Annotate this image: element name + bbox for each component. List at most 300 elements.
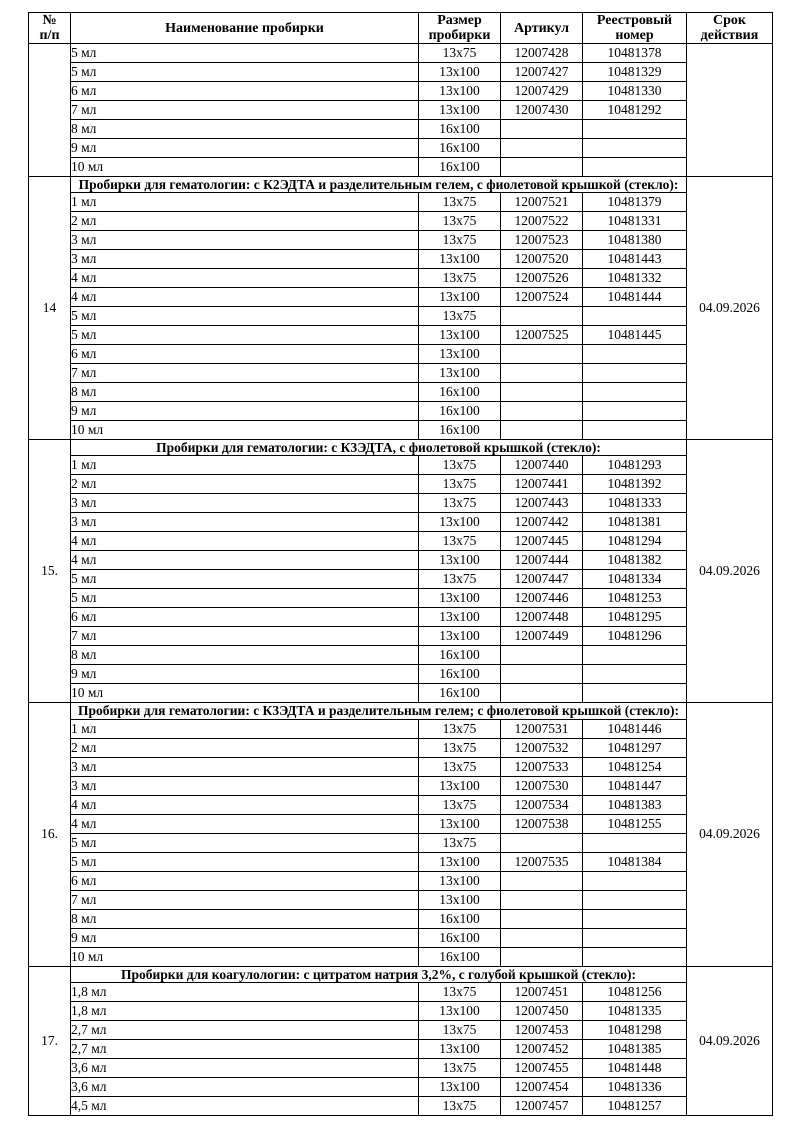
cell-tube-size: 13x100 (419, 288, 501, 307)
cell-registry-number: 10481382 (583, 551, 687, 570)
cell-tube-name: 9 мл (71, 402, 419, 421)
group-title: Пробирки для гематологии: с К3ЭДТА, с фиолетовой крышкой (стекло): (71, 440, 687, 456)
cell-registry-number (583, 684, 687, 703)
cell-registry-number (583, 421, 687, 440)
table-row (29, 738, 773, 757)
cell-tube-name: 3 мл (71, 776, 419, 795)
cell-tube-name: 4 мл (71, 551, 419, 570)
cell-article (501, 158, 583, 177)
cell-registry-number: 10481332 (583, 269, 687, 288)
cell-tube-name: 4 мл (71, 288, 419, 307)
cell-tube-size: 13x100 (419, 101, 501, 120)
cell-registry-number: 10481447 (583, 776, 687, 795)
cell-registry-number: 10481380 (583, 231, 687, 250)
cell-article: 12007530 (501, 776, 583, 795)
cell-tube-size: 16x100 (419, 665, 501, 684)
cell-registry-number: 10481294 (583, 532, 687, 551)
cell-tube-name: 3 мл (71, 494, 419, 513)
table-row (29, 139, 773, 158)
cell-article (501, 307, 583, 326)
cell-tube-size: 16x100 (419, 158, 501, 177)
cell-article (501, 646, 583, 665)
table-row (29, 158, 773, 177)
cell-article: 12007441 (501, 475, 583, 494)
cell-tube-size: 13x100 (419, 82, 501, 101)
cell-registry-number: 10481392 (583, 475, 687, 494)
cell-tube-size: 13x75 (419, 494, 501, 513)
cell-registry-number: 10481448 (583, 1058, 687, 1077)
cell-registry-number (583, 120, 687, 139)
table-row (29, 909, 773, 928)
table-row (29, 795, 773, 814)
cell-tube-size: 13x100 (419, 627, 501, 646)
cell-tube-size: 13x75 (419, 44, 501, 63)
cell-article: 12007448 (501, 608, 583, 627)
cell-registry-number: 10481383 (583, 795, 687, 814)
table-row (29, 82, 773, 101)
table-header (29, 13, 773, 44)
group-header-row (29, 703, 773, 719)
cell-article: 12007445 (501, 532, 583, 551)
cell-article: 12007451 (501, 982, 583, 1001)
table-row (29, 982, 773, 1001)
cell-registry-number: 10481253 (583, 589, 687, 608)
cell-article: 12007452 (501, 1039, 583, 1058)
cell-tube-name: 5 мл (71, 307, 419, 326)
cell-tube-name: 1 мл (71, 193, 419, 212)
cell-registry-number (583, 928, 687, 947)
column-header-size (419, 13, 501, 44)
tube-registry-table (28, 12, 773, 1116)
table-row (29, 44, 773, 63)
table-row (29, 871, 773, 890)
cell-article (501, 345, 583, 364)
cell-article: 12007428 (501, 44, 583, 63)
cell-article: 12007457 (501, 1096, 583, 1115)
header-line-2: действия (700, 28, 759, 44)
cell-tube-size: 13x75 (419, 1058, 501, 1077)
table-row (29, 421, 773, 440)
header-line-1: Размер (437, 13, 482, 28)
cell-tube-size: 13x100 (419, 871, 501, 890)
cell-article (501, 871, 583, 890)
cell-registry-number (583, 383, 687, 402)
table-row (29, 719, 773, 738)
table-row (29, 947, 773, 966)
table-row (29, 608, 773, 627)
cell-article (501, 833, 583, 852)
cell-tube-size: 13x75 (419, 269, 501, 288)
table-row (29, 532, 773, 551)
cell-tube-name: 1,8 мл (71, 1001, 419, 1020)
table-row (29, 364, 773, 383)
cell-tube-size: 13x100 (419, 250, 501, 269)
column-header-validity (687, 13, 773, 44)
cell-tube-name: 5 мл (71, 852, 419, 871)
cell-tube-name: 5 мл (71, 589, 419, 608)
table-row (29, 1077, 773, 1096)
cell-article: 12007444 (501, 551, 583, 570)
table-row (29, 833, 773, 852)
cell-registry-number: 10481329 (583, 63, 687, 82)
table-row (29, 475, 773, 494)
cell-tube-name: 5 мл (71, 63, 419, 82)
cell-tube-size: 13x100 (419, 814, 501, 833)
cell-article (501, 947, 583, 966)
group-number: 15. (29, 440, 71, 703)
table-row (29, 684, 773, 703)
cell-tube-name: 3 мл (71, 231, 419, 250)
column-header-article: Артикул (501, 13, 583, 44)
cell-tube-size: 16x100 (419, 421, 501, 440)
cell-tube-size: 13x100 (419, 364, 501, 383)
table-row (29, 646, 773, 665)
cell-article: 12007453 (501, 1020, 583, 1039)
group-title: Пробирки для коагулологии: с цитратом натрия 3,2%, с голубой крышкой (стекло): (71, 966, 687, 982)
group-number: 17. (29, 966, 71, 1115)
table-row (29, 570, 773, 589)
group-header-row (29, 440, 773, 456)
cell-registry-number: 10481385 (583, 1039, 687, 1058)
cell-article: 12007531 (501, 719, 583, 738)
cell-tube-size: 13x75 (419, 307, 501, 326)
cell-article: 12007520 (501, 250, 583, 269)
table-row (29, 757, 773, 776)
table-row (29, 551, 773, 570)
group-number: 16. (29, 703, 71, 966)
cell-tube-size: 13x75 (419, 532, 501, 551)
cell-article (501, 139, 583, 158)
column-header-name: Наименование пробирки (71, 13, 419, 44)
cell-tube-size: 13x75 (419, 982, 501, 1001)
table-row (29, 269, 773, 288)
cell-registry-number: 10481334 (583, 570, 687, 589)
column-header-registry-number (583, 13, 687, 44)
cell-registry-number: 10481296 (583, 627, 687, 646)
cell-tube-name: 2 мл (71, 212, 419, 231)
cell-registry-number (583, 833, 687, 852)
cell-registry-number (583, 871, 687, 890)
cell-tube-name: 6 мл (71, 608, 419, 627)
table-row (29, 513, 773, 532)
cell-tube-size: 13x100 (419, 776, 501, 795)
table-row (29, 494, 773, 513)
table-row (29, 776, 773, 795)
cell-tube-size: 13x75 (419, 475, 501, 494)
validity-date: 04.09.2026 (687, 703, 773, 966)
cell-tube-size: 13x75 (419, 757, 501, 776)
cell-registry-number: 10481446 (583, 719, 687, 738)
cell-tube-size: 13x100 (419, 326, 501, 345)
group-title: Пробирки для гематологии: с К2ЭДТА и разделительным гелем, с фиолетовой крышкой (стекло): (71, 177, 687, 193)
cell-tube-name: 2 мл (71, 475, 419, 494)
cell-article: 12007449 (501, 627, 583, 646)
cell-article: 12007533 (501, 757, 583, 776)
cell-article: 12007524 (501, 288, 583, 307)
cell-registry-number (583, 158, 687, 177)
header-line-2: номер (615, 28, 654, 44)
cell-tube-name: 10 мл (71, 421, 419, 440)
cell-registry-number (583, 402, 687, 421)
cell-article: 12007538 (501, 814, 583, 833)
cell-tube-name: 3 мл (71, 513, 419, 532)
cell-tube-name: 3,6 мл (71, 1058, 419, 1077)
cell-tube-name: 8 мл (71, 383, 419, 402)
cell-registry-number (583, 890, 687, 909)
cell-article (501, 890, 583, 909)
cell-tube-name: 1 мл (71, 719, 419, 738)
cell-article: 12007447 (501, 570, 583, 589)
cell-tube-size: 13x75 (419, 231, 501, 250)
cell-tube-name: 4 мл (71, 532, 419, 551)
cell-tube-size: 13x75 (419, 193, 501, 212)
cell-tube-size: 13x100 (419, 608, 501, 627)
cell-article (501, 383, 583, 402)
cell-article: 12007535 (501, 852, 583, 871)
cell-tube-name: 10 мл (71, 158, 419, 177)
cell-tube-name: 3 мл (71, 757, 419, 776)
column-header-number (29, 13, 71, 44)
cell-tube-size: 16x100 (419, 947, 501, 966)
cell-tube-name: 10 мл (71, 684, 419, 703)
cell-tube-name: 2,7 мл (71, 1039, 419, 1058)
cell-tube-size: 16x100 (419, 383, 501, 402)
cell-tube-name: 9 мл (71, 665, 419, 684)
cell-tube-name: 4 мл (71, 814, 419, 833)
cell-registry-number: 10481297 (583, 738, 687, 757)
cell-article (501, 928, 583, 947)
cell-tube-name: 7 мл (71, 101, 419, 120)
cell-article: 12007427 (501, 63, 583, 82)
cell-registry-number: 10481254 (583, 757, 687, 776)
validity-date (687, 44, 773, 177)
cell-tube-size: 16x100 (419, 684, 501, 703)
cell-article: 12007526 (501, 269, 583, 288)
cell-registry-number: 10481444 (583, 288, 687, 307)
table-row (29, 101, 773, 120)
cell-registry-number: 10481378 (583, 44, 687, 63)
table-row (29, 193, 773, 212)
group-header-row (29, 177, 773, 193)
cell-registry-number: 10481295 (583, 608, 687, 627)
table-body (29, 44, 773, 1115)
header-line-1: № (42, 13, 57, 28)
table-row (29, 326, 773, 345)
header-line-2: пробирки (428, 28, 491, 44)
cell-registry-number: 10481443 (583, 250, 687, 269)
validity-date: 04.09.2026 (687, 177, 773, 440)
table-row (29, 1039, 773, 1058)
header-line-1: Реестровый (596, 13, 673, 28)
cell-article: 12007455 (501, 1058, 583, 1077)
group-number: 14 (29, 177, 71, 440)
cell-tube-size: 13x75 (419, 456, 501, 475)
cell-registry-number: 10481384 (583, 852, 687, 871)
cell-article (501, 421, 583, 440)
cell-tube-name: 1,8 мл (71, 982, 419, 1001)
cell-tube-name: 7 мл (71, 364, 419, 383)
cell-registry-number: 10481335 (583, 1001, 687, 1020)
cell-tube-size: 13x75 (419, 719, 501, 738)
cell-article (501, 120, 583, 139)
cell-tube-name: 3 мл (71, 250, 419, 269)
cell-tube-size: 13x100 (419, 589, 501, 608)
cell-tube-name: 6 мл (71, 82, 419, 101)
cell-registry-number: 10481256 (583, 982, 687, 1001)
cell-tube-name: 8 мл (71, 120, 419, 139)
cell-article: 12007525 (501, 326, 583, 345)
table-row (29, 928, 773, 947)
cell-tube-name: 8 мл (71, 646, 419, 665)
cell-tube-size: 13x100 (419, 513, 501, 532)
cell-registry-number (583, 665, 687, 684)
group-number (29, 44, 71, 177)
cell-article: 12007430 (501, 101, 583, 120)
table-row (29, 665, 773, 684)
cell-tube-name: 2,7 мл (71, 1020, 419, 1039)
cell-registry-number: 10481333 (583, 494, 687, 513)
cell-tube-size: 13x75 (419, 1020, 501, 1039)
cell-tube-name: 4 мл (71, 795, 419, 814)
cell-registry-number (583, 646, 687, 665)
cell-tube-name: 7 мл (71, 890, 419, 909)
table-header-row (29, 13, 773, 44)
group-header-row (29, 966, 773, 982)
table-row (29, 63, 773, 82)
cell-article (501, 909, 583, 928)
cell-tube-size: 13x100 (419, 852, 501, 871)
cell-tube-name: 5 мл (71, 326, 419, 345)
cell-tube-name: 6 мл (71, 345, 419, 364)
group-title: Пробирки для гематологии: с К3ЭДТА и разделительным гелем; с фиолетовой крышкой (стекло): (71, 703, 687, 719)
cell-tube-size: 13x100 (419, 1039, 501, 1058)
cell-tube-name: 5 мл (71, 833, 419, 852)
cell-tube-size: 13x75 (419, 833, 501, 852)
table-row (29, 456, 773, 475)
cell-article: 12007454 (501, 1077, 583, 1096)
cell-tube-name: 4,5 мл (71, 1096, 419, 1115)
cell-registry-number (583, 139, 687, 158)
cell-registry-number (583, 947, 687, 966)
table-row (29, 627, 773, 646)
cell-tube-size: 13x75 (419, 570, 501, 589)
cell-tube-size: 13x100 (419, 63, 501, 82)
header-line-2: п/п (39, 28, 60, 44)
table-row (29, 814, 773, 833)
cell-tube-size: 16x100 (419, 928, 501, 947)
cell-tube-name: 5 мл (71, 570, 419, 589)
cell-tube-size: 13x75 (419, 738, 501, 757)
cell-registry-number: 10481293 (583, 456, 687, 475)
cell-article: 12007429 (501, 82, 583, 101)
cell-tube-size: 13x100 (419, 890, 501, 909)
cell-registry-number (583, 307, 687, 326)
cell-registry-number: 10481255 (583, 814, 687, 833)
cell-tube-size: 16x100 (419, 120, 501, 139)
table-row (29, 1001, 773, 1020)
table-row (29, 120, 773, 139)
cell-tube-size: 13x100 (419, 1001, 501, 1020)
cell-article (501, 665, 583, 684)
cell-tube-name: 1 мл (71, 456, 419, 475)
cell-tube-size: 13x100 (419, 345, 501, 364)
cell-tube-size: 13x75 (419, 1096, 501, 1115)
table-row (29, 1096, 773, 1115)
header-line-1: Срок (713, 13, 746, 28)
cell-article (501, 402, 583, 421)
table-row (29, 1058, 773, 1077)
table-row (29, 212, 773, 231)
cell-tube-name: 5 мл (71, 44, 419, 63)
cell-tube-name: 2 мл (71, 738, 419, 757)
table-row (29, 852, 773, 871)
cell-registry-number: 10481379 (583, 193, 687, 212)
cell-article: 12007532 (501, 738, 583, 757)
cell-article: 12007523 (501, 231, 583, 250)
cell-article (501, 684, 583, 703)
cell-tube-size: 13x100 (419, 551, 501, 570)
cell-article: 12007442 (501, 513, 583, 532)
cell-tube-name: 10 мл (71, 947, 419, 966)
cell-registry-number: 10481331 (583, 212, 687, 231)
table-row (29, 288, 773, 307)
validity-date: 04.09.2026 (687, 440, 773, 703)
cell-registry-number: 10481298 (583, 1020, 687, 1039)
cell-article (501, 364, 583, 383)
cell-tube-name: 3,6 мл (71, 1077, 419, 1096)
table-row (29, 250, 773, 269)
table-row (29, 589, 773, 608)
cell-tube-size: 16x100 (419, 402, 501, 421)
cell-registry-number: 10481330 (583, 82, 687, 101)
cell-tube-size: 16x100 (419, 909, 501, 928)
cell-article: 12007450 (501, 1001, 583, 1020)
cell-tube-size: 16x100 (419, 646, 501, 665)
cell-registry-number: 10481381 (583, 513, 687, 532)
cell-registry-number: 10481336 (583, 1077, 687, 1096)
cell-tube-name: 8 мл (71, 909, 419, 928)
cell-registry-number: 10481292 (583, 101, 687, 120)
table-row (29, 402, 773, 421)
table-row (29, 890, 773, 909)
cell-tube-size: 13x75 (419, 212, 501, 231)
cell-article: 12007522 (501, 212, 583, 231)
cell-tube-name: 9 мл (71, 928, 419, 947)
cell-article: 12007521 (501, 193, 583, 212)
cell-tube-size: 13x75 (419, 795, 501, 814)
cell-article: 12007446 (501, 589, 583, 608)
cell-tube-name: 6 мл (71, 871, 419, 890)
table-row (29, 383, 773, 402)
table-row (29, 1020, 773, 1039)
cell-registry-number (583, 345, 687, 364)
table-row (29, 345, 773, 364)
cell-tube-size: 13x100 (419, 1077, 501, 1096)
table-row (29, 231, 773, 250)
cell-registry-number: 10481257 (583, 1096, 687, 1115)
cell-article: 12007440 (501, 456, 583, 475)
cell-tube-name: 7 мл (71, 627, 419, 646)
cell-article: 12007443 (501, 494, 583, 513)
cell-tube-name: 9 мл (71, 139, 419, 158)
cell-registry-number: 10481445 (583, 326, 687, 345)
table-row (29, 307, 773, 326)
cell-tube-size: 16x100 (419, 139, 501, 158)
validity-date: 04.09.2026 (687, 966, 773, 1115)
cell-tube-name: 4 мл (71, 269, 419, 288)
cell-registry-number (583, 909, 687, 928)
cell-registry-number (583, 364, 687, 383)
